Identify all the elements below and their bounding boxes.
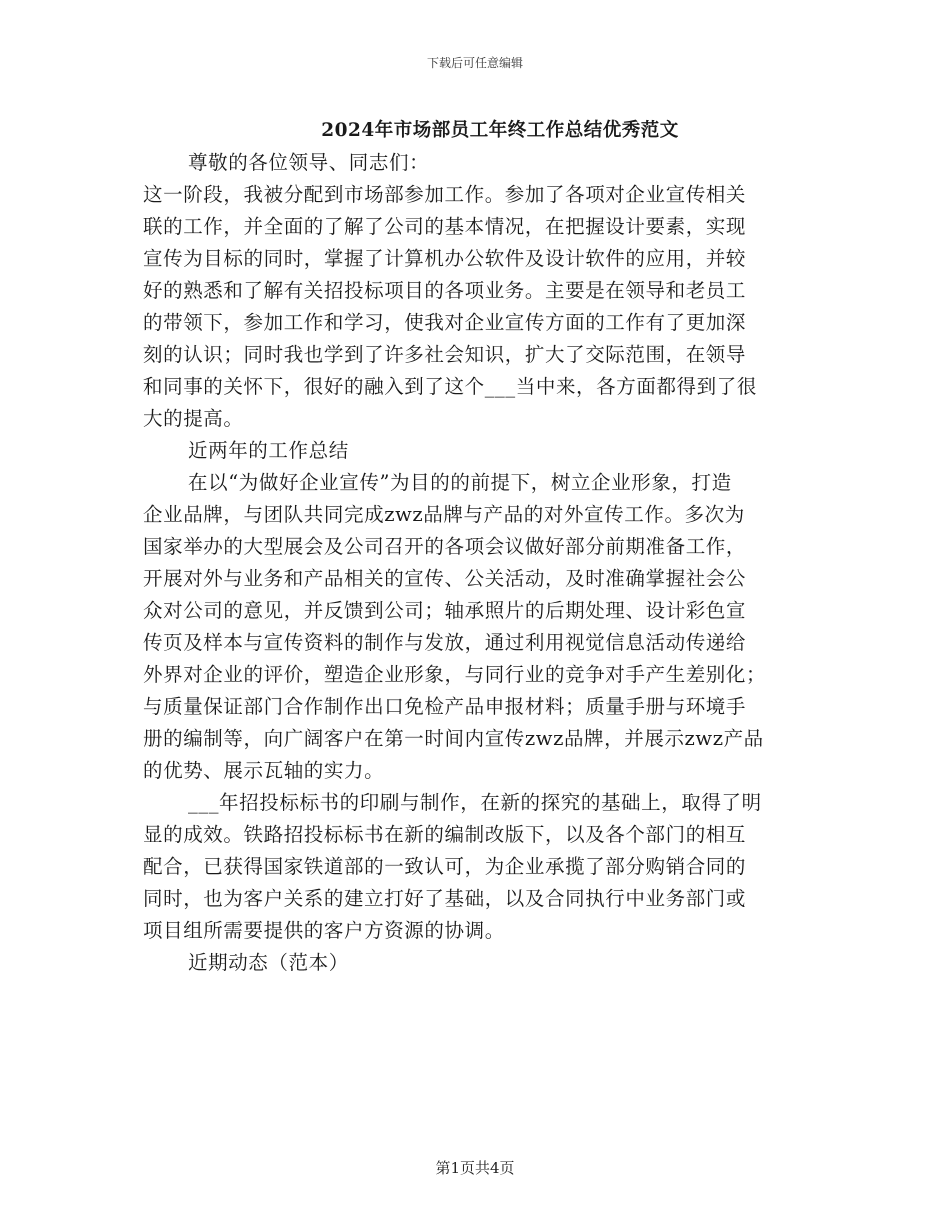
download-note: 下载后可任意编辑 (426, 56, 523, 70)
paragraph-line: 同时，也为客户关系的建立打好了基础，以及合同执行中业务部门或 (143, 887, 747, 910)
paragraph-line: 好的熟悉和了解有关招投标项目的各项业务。主要是在领导和老员工 (143, 279, 747, 302)
paragraph-line: 和同事的关怀下，很好的融入到了这个___当中来，各方面都得到了很 (143, 375, 757, 398)
paragraph-line: 项目组所需要提供的客户方资源的协调。 (143, 919, 505, 942)
paragraph-line: 传页及样本与宣传资料的制作与发放，通过利用视觉信息活动传递给 (143, 631, 747, 654)
page-indicator: 第1页共4页 (435, 1159, 515, 1177)
paragraph-line: 众对公司的意见，并反馈到公司；轴承照片的后期处理、设计彩色宣 (143, 599, 747, 622)
paragraph-line: 外界对企业的评价，塑造企业形象，与同行业的竞争对手产生差别化； (143, 663, 767, 686)
paragraph-line: 显的成效。铁路招投标标书在新的编制改版下，以及各个部门的相互 (143, 823, 747, 846)
paragraph-line: 刻的认识；同时我也学到了许多社会知识，扩大了交际范围，在领导 (143, 343, 747, 366)
paragraph-line: 开展对外与业务和产品相关的宣传、公关活动，及时准确掌握社会公 (143, 567, 747, 590)
paragraph-line: 联的工作，并全面的了解了公司的基本情况，在把握设计要素，实现 (143, 215, 747, 238)
paragraph-line: 册的编制等，向广阔客户在第一时间内宣传zwz品牌，并展示zwz产品 (143, 727, 764, 750)
paragraph-line: 宣传为目标的同时，掌握了计算机办公软件及设计软件的应用，并较 (143, 247, 747, 270)
paragraph-line: 企业品牌，与团队共同完成zwz品牌与产品的对外宣传工作。多次为 (143, 503, 745, 526)
paragraph-line: 配合，已获得国家铁道部的一致认可，为企业承揽了部分购销合同的 (143, 855, 747, 878)
paragraph-line: 国家举办的大型展会及公司召开的各项会议做好部分前期准备工作， (143, 535, 747, 558)
paragraph-line: 的带领下，参加工作和学习，使我对企业宣传方面的工作有了更加深 (143, 311, 747, 334)
paragraph-line: 这一阶段，我被分配到市场部参加工作。参加了各项对企业宣传相关 (143, 183, 747, 206)
section-heading: 近期动态（范本） (188, 951, 349, 974)
document-body (143, 147, 808, 979)
document-title: 2024年市场部员工年终工作总结优秀范文 (321, 120, 679, 141)
paragraph-line: 的优势、展示瓦轴的实力。 (143, 759, 385, 782)
salutation-line: 尊敬的各位领导、同志们： (188, 151, 430, 174)
paragraph-line: 在以“为做好企业宣传”为目的的前提下，树立企业形象，打造 (188, 471, 732, 494)
paragraph-line: 大的提高。 (143, 407, 244, 430)
section-heading: 近两年的工作总结 (188, 439, 349, 462)
paragraph-line: ___年招投标标书的印刷与制作，在新的探究的基础上，取得了明 (188, 791, 762, 814)
paragraph-line: 与质量保证部门合作制作出口免检产品申报材料；质量手册与环境手 (143, 695, 747, 718)
